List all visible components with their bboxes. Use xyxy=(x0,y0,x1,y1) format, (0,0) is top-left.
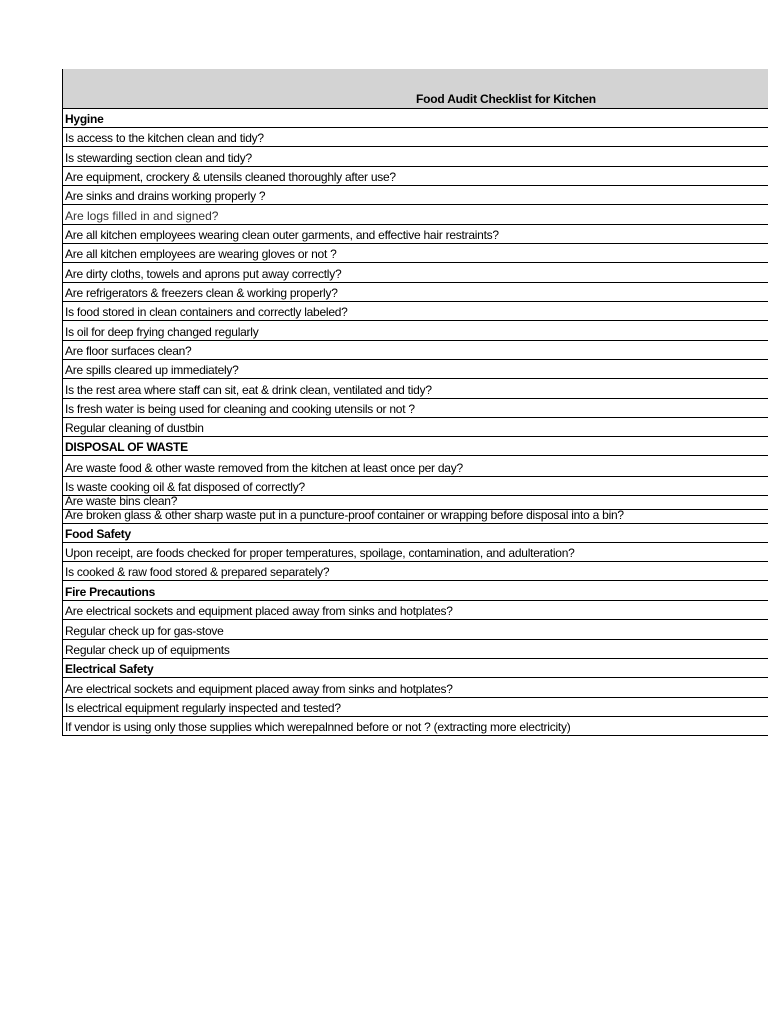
section-heading-text: DISPOSAL OF WASTE xyxy=(65,440,188,454)
checklist-sheet xyxy=(62,69,768,736)
checklist-item-text: Is oil for deep frying changed regularly xyxy=(65,325,259,339)
checklist-item-row xyxy=(62,283,768,302)
title-row xyxy=(62,69,768,109)
checklist-item-text: If vendor is using only those supplies which werepalnned before or not ? (extracting more electricity) xyxy=(65,720,571,734)
checklist-item-row xyxy=(62,341,768,360)
checklist-item-text: Regular cleaning of dustbin xyxy=(65,421,204,435)
document-title: Food Audit Checklist for Kitchen xyxy=(416,92,596,106)
checklist-item-text: Are logs filled in and signed? xyxy=(65,209,219,223)
checklist-item-row xyxy=(62,456,768,477)
section-heading-text: Food Safety xyxy=(65,527,131,541)
checklist-item-text: Are waste food & other waste removed from the kitchen at least once per day? xyxy=(65,461,463,475)
checklist-item-text: Are electrical sockets and equipment placed away from sinks and hotplates? xyxy=(65,604,453,618)
checklist-item-text: Are broken glass & other sharp waste put in a puncture-proof container or wrapping before disposal into a bin? xyxy=(65,510,624,522)
checklist-item-text: Are equipment, crockery & utensils cleaned thoroughly after use? xyxy=(65,170,396,184)
checklist-item-text: Are dirty cloths, towels and aprons put away correctly? xyxy=(65,267,342,281)
checklist-item-row xyxy=(62,244,768,263)
checklist-item-row xyxy=(62,321,768,341)
checklist-rows xyxy=(62,109,768,736)
section-heading-text: Fire Precautions xyxy=(65,585,156,599)
checklist-item-text: Are all kitchen employees wearing clean outer garments, and effective hair restraints? xyxy=(65,228,499,242)
checklist-item-row xyxy=(62,302,768,321)
checklist-item-row xyxy=(62,678,768,698)
section-heading-text: Electrical Safety xyxy=(65,662,154,676)
checklist-item-text: Are floor surfaces clean? xyxy=(65,344,192,358)
checklist-item-row xyxy=(62,225,768,244)
checklist-item-text: Is food stored in clean containers and correctly labeled? xyxy=(65,305,348,319)
checklist-item-row xyxy=(62,620,768,640)
section-heading-row xyxy=(62,437,768,456)
section-heading-text: Hygine xyxy=(65,112,104,126)
checklist-item-text: Are waste bins clean? xyxy=(65,496,178,508)
checklist-item-text: Is fresh water is being used for cleaning and cooking utensils or not ? xyxy=(65,402,415,416)
checklist-item-row xyxy=(62,543,768,562)
checklist-item-text: Is access to the kitchen clean and tidy? xyxy=(65,131,264,145)
checklist-item-row xyxy=(62,698,768,717)
checklist-item-row xyxy=(62,186,768,205)
checklist-item-row xyxy=(62,128,768,147)
checklist-item-row xyxy=(62,562,768,581)
checklist-item-row xyxy=(62,167,768,186)
checklist-item-row xyxy=(62,399,768,418)
checklist-item-text: Is stewarding section clean and tidy? xyxy=(65,151,252,165)
checklist-item-row xyxy=(62,477,768,496)
checklist-item-text: Are sinks and drains working properly ? xyxy=(65,189,266,203)
checklist-item-text: Is electrical equipment regularly inspected and tested? xyxy=(65,701,341,715)
checklist-item-row xyxy=(62,263,768,283)
section-heading-row xyxy=(62,109,768,128)
checklist-item-text: Are spills cleared up immediately? xyxy=(65,363,239,377)
checklist-item-text: Are refrigerators & freezers clean & working properly? xyxy=(65,286,338,300)
checklist-item-row xyxy=(62,418,768,437)
checklist-item-row xyxy=(62,360,768,379)
checklist-item-row xyxy=(62,496,768,510)
checklist-item-text: Upon receipt, are foods checked for proper temperatures, spoilage, contamination, and adulteration? xyxy=(65,546,575,560)
checklist-item-text: Is the rest area where staff can sit, eat & drink clean, ventilated and tidy? xyxy=(65,383,432,397)
checklist-item-text: Are electrical sockets and equipment placed away from sinks and hotplates? xyxy=(65,682,453,696)
checklist-item-text: Regular check up of equipments xyxy=(65,643,230,657)
checklist-item-row xyxy=(62,147,768,167)
checklist-item-text: Is cooked & raw food stored & prepared separately? xyxy=(65,565,330,579)
checklist-item-row xyxy=(62,601,768,620)
checklist-item-row xyxy=(62,640,768,659)
checklist-item-row xyxy=(62,379,768,399)
checklist-item-row xyxy=(62,205,768,225)
section-heading-row xyxy=(62,659,768,678)
checklist-item-row xyxy=(62,717,768,736)
checklist-item-text: Regular check up for gas-stove xyxy=(65,624,224,638)
checklist-item-row xyxy=(62,510,768,524)
checklist-item-text: Are all kitchen employees are wearing gloves or not ? xyxy=(65,247,337,261)
checklist-item-text: Is waste cooking oil & fat disposed of correctly? xyxy=(65,480,305,494)
section-heading-row xyxy=(62,581,768,601)
section-heading-row xyxy=(62,524,768,543)
